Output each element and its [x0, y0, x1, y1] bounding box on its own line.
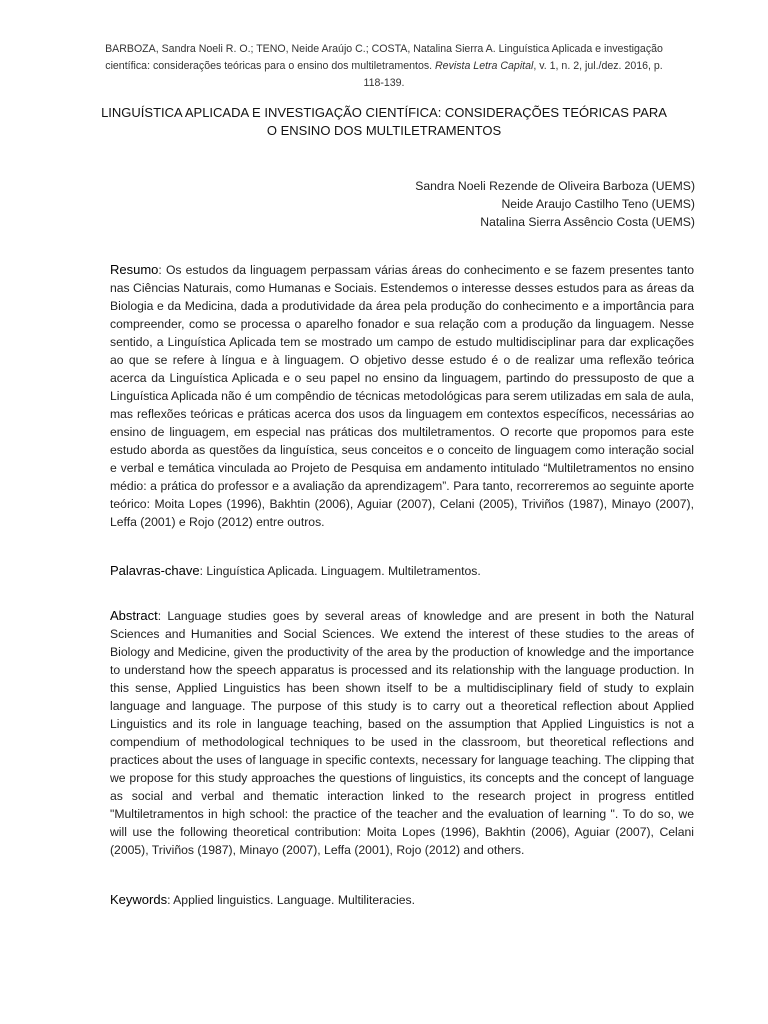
palavras-chave-text: : Linguística Aplicada. Linguagem. Multiletramentos.	[199, 564, 481, 578]
citation-journal: Revista Letra Capital	[435, 60, 534, 72]
keywords-paragraph	[110, 891, 694, 909]
citation-header	[100, 41, 668, 92]
abstract-label: Abstract	[110, 608, 158, 623]
author-2: Neide Araujo Castilho Teno (UEMS)	[501, 197, 695, 211]
author-list	[275, 177, 695, 231]
keywords-text: : Applied linguistics. Language. Multiliteracies.	[167, 893, 416, 907]
keywords-label: Keywords	[110, 892, 168, 907]
author-3: Natalina Sierra Assêncio Costa (UEMS)	[480, 215, 695, 229]
palavras-chave-label: Palavras-chave	[110, 563, 200, 578]
abstract-text: : Language studies goes by several areas of knowledge and are present in both the Natural Sciences and Humanities and Social Sciences. We extend the interest of these studies to the areas of Biology and Medicine, given the productivity of the area by the production of knowledge and the importance to understand how the speech apparatus is processed and its relationship with the language production. In this sense, Applied Linguistics has been shown itself to be a multidisciplinary field of study to explain language and language. The purpose of this study is to carry out a theoretical reflection about Applied Linguistics and its role in language teaching, based on the assumption that Applied Linguistics is not a compendium of methodological techniques to be used in the classroom, but theoretical reflections and practices about the uses of language in specific contexts, necessary for language teaching. The clipping that we propose for this study approaches the questions of linguistics, its concepts and the concept of language as social and verbal and thematic interaction linked to the research project in progress entitled "Multiletramentos in high school: the practice of the teacher and the evaluation of learning ". To do so, we will use the following theoretical contribution: Moita Lopes (1996), Bakhtin (2006), Aguiar (2007), Celani (2005), Triviños (1987), Minayo (2007), Leffa (2001), Rojo (2012) and others.	[110, 609, 694, 857]
resumo-text: : Os estudos da linguagem perpassam várias áreas do conhecimento e se fazem presentes tanto nas Ciências Naturais, como Humanas e Sociais. Estendemos o interesse desses estudos para as áreas da Biologia e da Medicina, dada a produtividade da área pela produção do conhecimento e a importância para compreender, como se processa o aparelho fonador e sua relação com a produção da linguagem. Nesse sentido, a Linguística Aplicada tem se mostrado um campo de estudo multidisciplinar para dar explicações ao que se refere à língua e à linguagem. O objetivo desse estudo é o de realizar uma reflexão teórica acerca da Linguística Aplicada e o seu papel no ensino da linguagem, partindo do pressuposto de que a Linguística Aplicada não é um compêndio de técnicas metodológicas para serem utilizadas em sala de aula, mas reflexões teóricas e práticas acerca dos usos da linguagem em contextos específicos, necessárias ao ensino de linguagem, em especial nas práticas dos multiletramentos. O recorte que propomos para este estudo aborda as questões da linguística, seus conceitos e o conceito de linguagem como interação social e verbal e temática vinculada ao Projeto de Pesquisa em andamento intitulado “Multiletramentos no ensino médio: a prática do professor e a avaliação da aprendizagem”. Para tanto, recorreremos ao seguinte aporte teórico: Moita Lopes (1996), Bakhtin (2006), Aguiar (2007), Celani (2005), Triviños (1987), Minayo (2007), Leffa (2001) e Rojo (2012) entre outros.	[110, 263, 694, 529]
author-1: Sandra Noeli Rezende de Oliveira Barboza (UEMS)	[415, 179, 695, 193]
citation-details: , v. 1, n. 2, jul./dez. 2016, p. 118-139.	[363, 60, 663, 89]
resumo-paragraph	[110, 261, 694, 531]
palavras-chave-paragraph	[110, 562, 694, 580]
abstract-paragraph	[110, 607, 694, 859]
resumo-label: Resumo	[110, 262, 159, 277]
paper-title: LINGUÍSTICA APLICADA E INVESTIGAÇÃO CIENTÍFICA: CONSIDERAÇÕES TEÓRICAS PARA O ENSINO DOS MULTILETRAMENTOS	[101, 105, 667, 138]
citation-text: BARBOZA, Sandra Noeli R. O.; TENO, Neide Araújo C.; COSTA, Natalina Sierra A. Linguística Aplicada e investigação científica: considerações teóricas para o ensino dos multiletramentos.	[105, 43, 663, 72]
